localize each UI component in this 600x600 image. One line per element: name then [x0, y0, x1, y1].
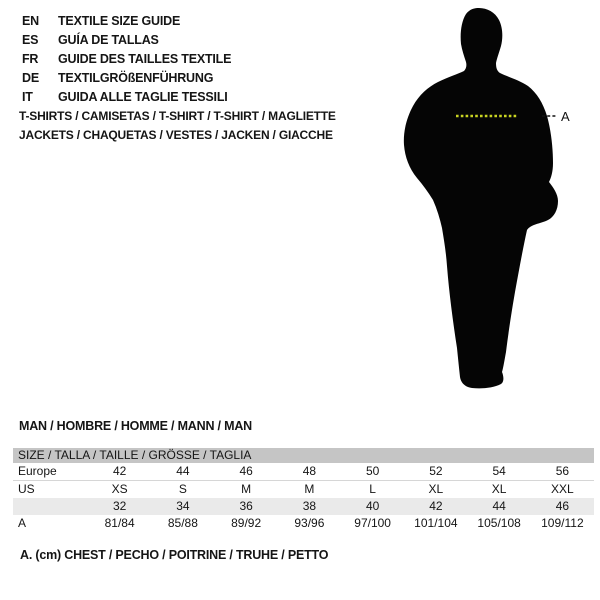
size-cell: L — [369, 482, 376, 496]
category-line-jackets: JACKETS / CHAQUETAS / VESTES / JACKEN / GIACCHE — [19, 128, 333, 142]
size-cell: 48 — [302, 464, 317, 478]
table-header: SIZE / TALLA / TAILLE / GRÖSSE / TAGLIA — [13, 448, 594, 463]
row-label — [13, 498, 88, 515]
size-cell: 44 — [176, 464, 190, 478]
man-silhouette — [404, 8, 558, 388]
size-cell: 46 — [239, 464, 253, 478]
size-cell: 36 — [239, 499, 253, 513]
size-cell: XS — [111, 482, 128, 496]
size-cell: 101/104 — [414, 516, 458, 530]
size-cell: 85/88 — [167, 516, 198, 530]
language-code: IT — [22, 90, 33, 104]
language-code: EN — [22, 14, 39, 28]
size-table — [13, 448, 594, 532]
language-code: ES — [22, 33, 39, 47]
size-cell: 34 — [176, 499, 190, 513]
size-cell: 52 — [429, 464, 443, 478]
language-label: TEXTILGRÖßENFÜHRUNG — [58, 71, 214, 85]
size-cell: 56 — [555, 464, 570, 478]
size-cell: 105/108 — [477, 516, 521, 530]
size-cell: 93/96 — [294, 516, 325, 530]
row-label: A — [18, 516, 27, 530]
table-row-europe — [13, 463, 594, 481]
size-cell: M — [304, 482, 315, 496]
size-cell: 89/92 — [231, 516, 262, 530]
size-cell: 81/84 — [104, 516, 135, 530]
size-cell: XXL — [551, 482, 574, 496]
language-label: GUIDA ALLE TAGLIE TESSILI — [58, 90, 228, 104]
row-label: Europe — [18, 464, 57, 478]
language-label: TEXTILE SIZE GUIDE — [58, 14, 181, 28]
size-cell: 50 — [365, 464, 380, 478]
row-label: US — [18, 482, 35, 496]
size-cell: 44 — [492, 499, 506, 513]
language-label: GUÍA DE TALLAS — [58, 33, 159, 47]
table-row-a-chest — [13, 515, 594, 532]
language-label: GUIDE DES TAILLES TEXTILE — [58, 52, 232, 66]
size-cell: 97/100 — [354, 516, 391, 530]
measure-label-a: A — [561, 109, 570, 124]
measurement-footnote: A. (cm) CHEST / PECHO / POITRINE / TRUHE / PETTO — [20, 548, 329, 562]
table-row-numeric — [13, 498, 594, 515]
size-cell: 32 — [112, 499, 127, 513]
section-title: MAN / HOMBRE / HOMME / MANN / MAN — [19, 419, 252, 433]
size-cell: S — [178, 482, 187, 496]
table-row-us — [13, 481, 594, 498]
size-cell: 40 — [365, 499, 380, 513]
size-cell: 46 — [555, 499, 570, 513]
size-cell: 42 — [112, 464, 127, 478]
language-code: FR — [22, 52, 39, 66]
size-cell: 38 — [302, 499, 317, 513]
size-cell: 109/112 — [541, 516, 584, 530]
size-cell: 42 — [429, 499, 443, 513]
size-cell: XL — [491, 482, 507, 496]
size-cell: 54 — [492, 464, 506, 478]
size-cell: M — [241, 482, 252, 496]
category-line-tshirts: T-SHIRTS / CAMISETAS / T-SHIRT / T-SHIRT / MAGLIETTE — [19, 109, 336, 123]
language-code: DE — [22, 71, 39, 85]
size-cell: XL — [428, 482, 444, 496]
